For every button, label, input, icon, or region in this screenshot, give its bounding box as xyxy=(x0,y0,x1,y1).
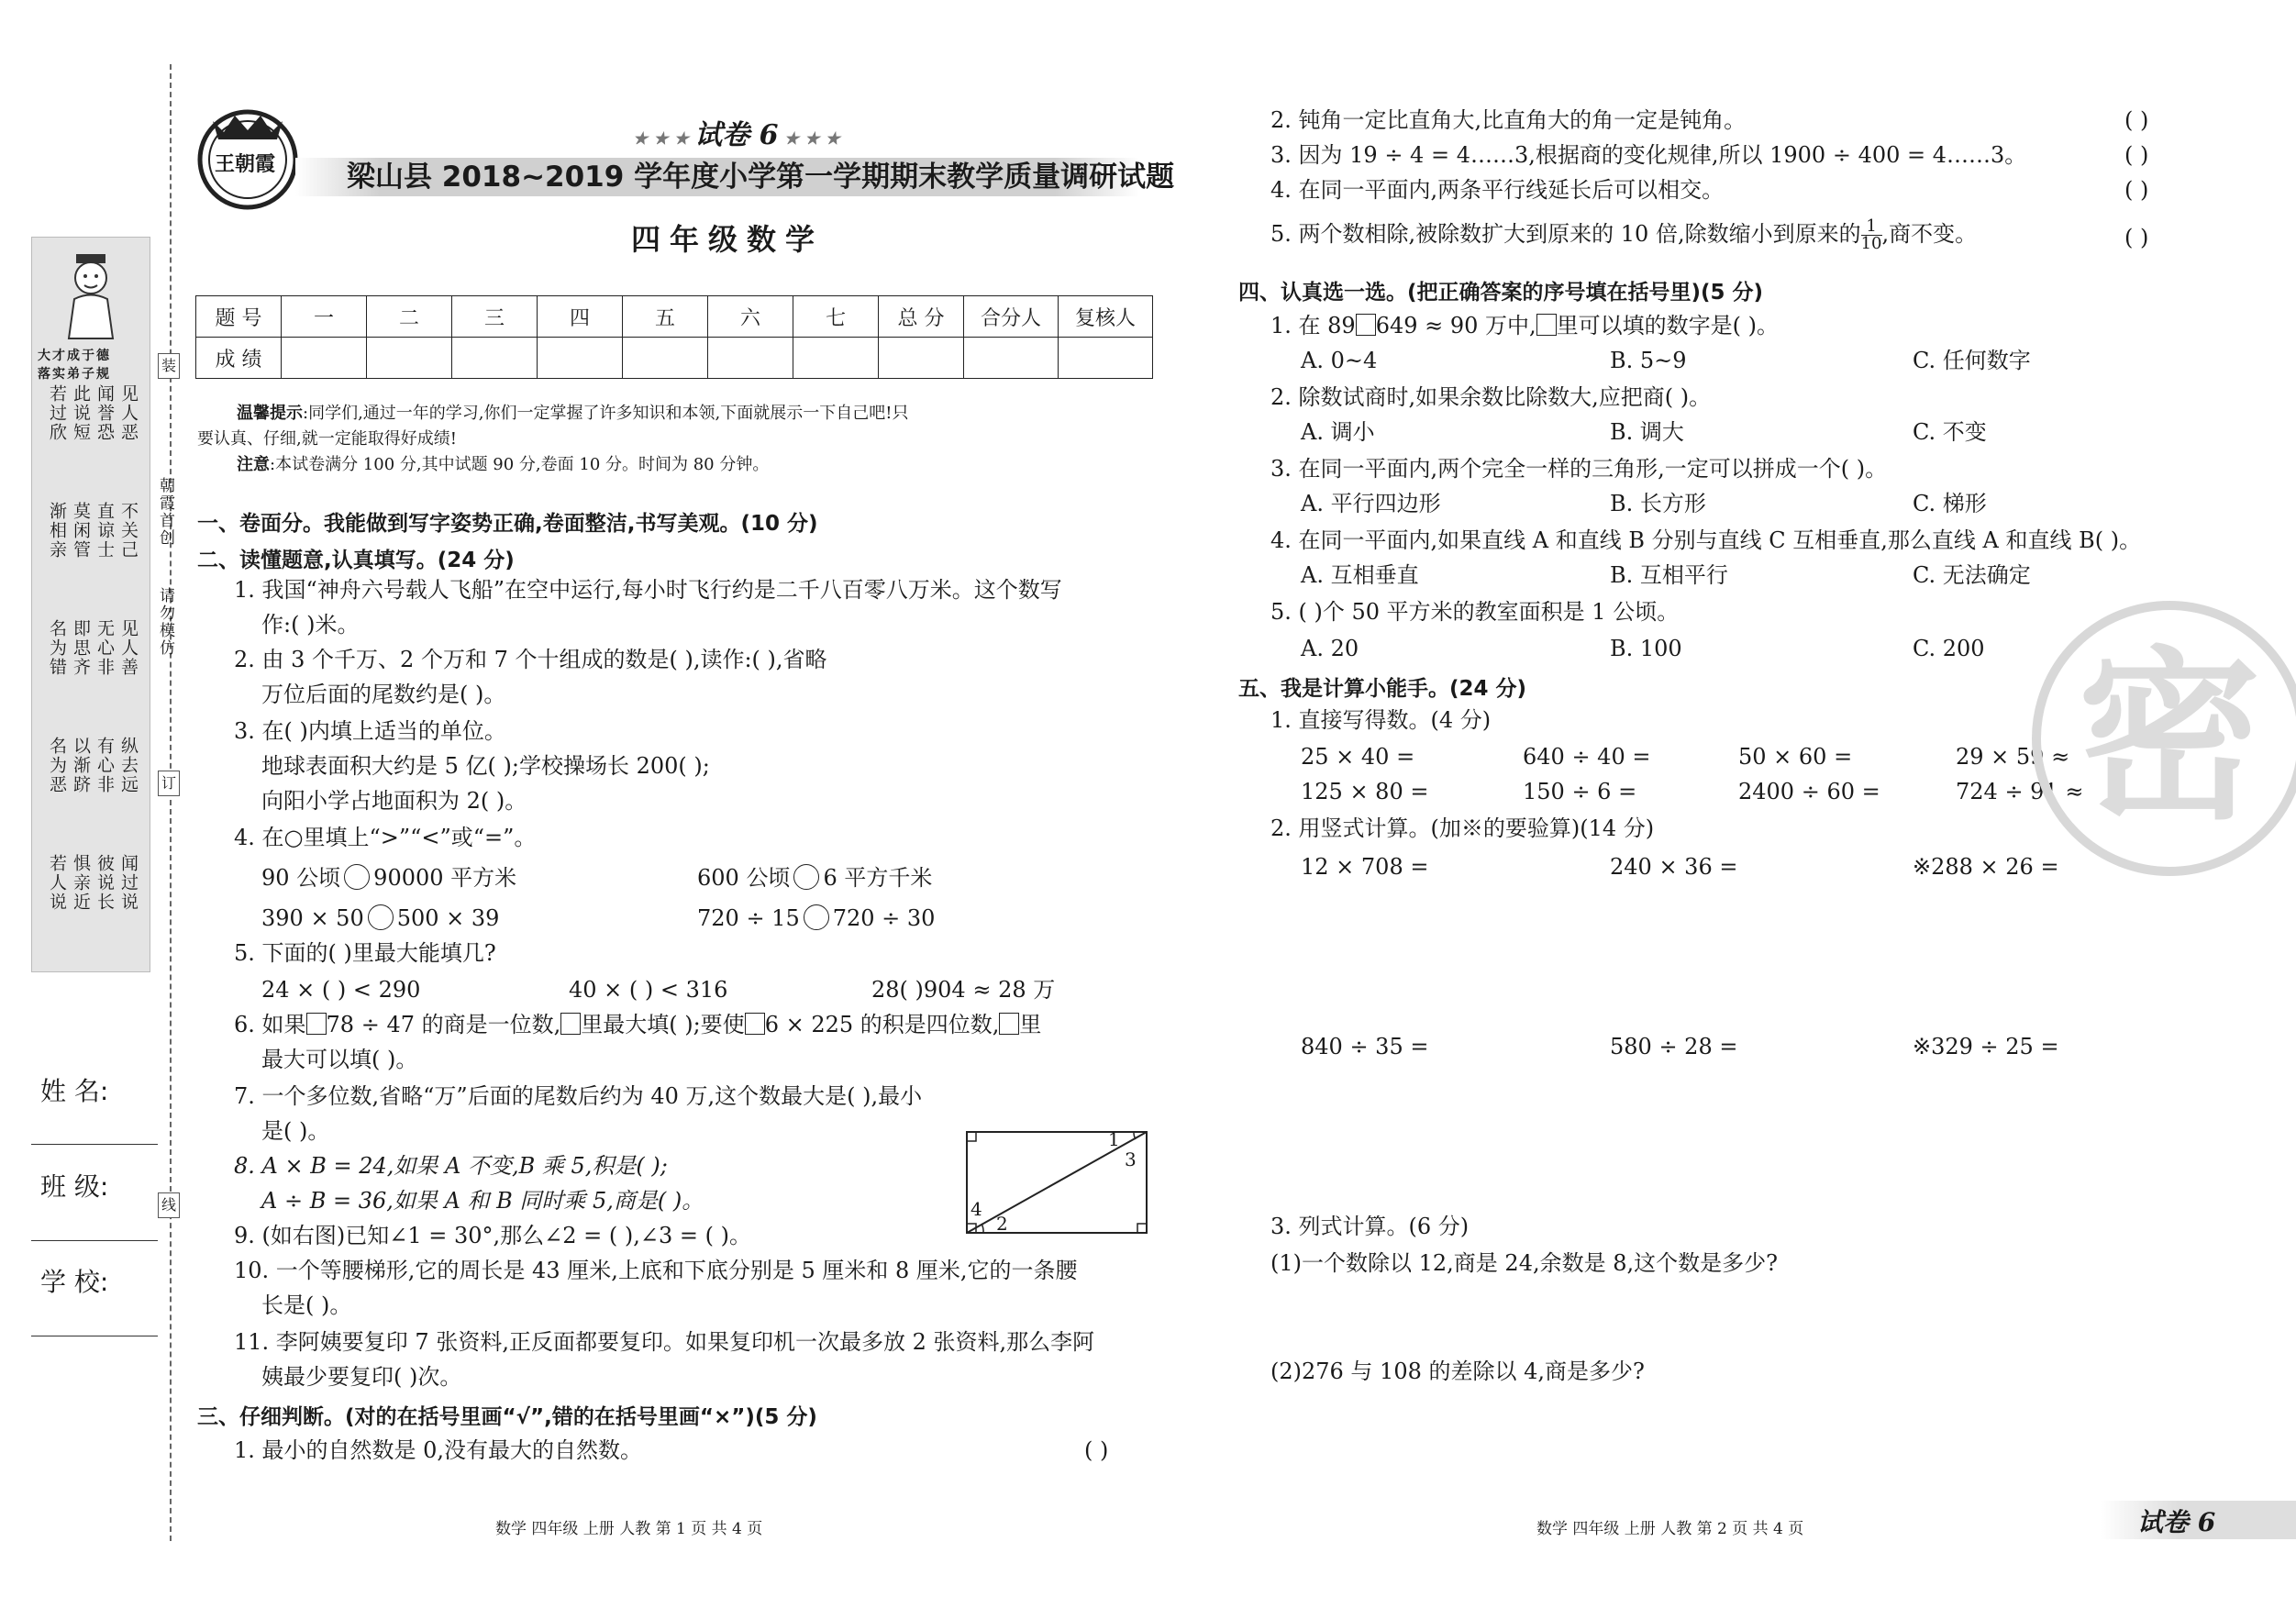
choice-1-opt-a: A. 0~4 xyxy=(1301,348,1378,373)
q1-line-2: 作:( )米。 xyxy=(261,612,360,638)
right-footer: 数学 四年级 上册 人教 第 2 页 共 4 页 xyxy=(1536,1520,1804,1538)
score-input[interactable] xyxy=(793,338,879,379)
calc-2-item: 12 × 708 = xyxy=(1301,854,1429,880)
fraction-numerator: 1 xyxy=(1861,218,1882,236)
q10-line-1: 10. 一个等腰梯形,它的周长是 43 厘米,上底和下底分别是 5 厘米和 8 厘米,它的一条腰 xyxy=(234,1258,1078,1283)
judge-5 xyxy=(1270,218,1977,252)
choice-3: 3. 在同一平面内,两个完全一样的三角形,一定可以拼成一个( )。 xyxy=(1270,456,1888,482)
judge-1: 1. 最小的自然数是 0,没有最大的自然数。 xyxy=(234,1437,643,1463)
judge-1-answer[interactable]: ( ) xyxy=(1084,1437,1109,1463)
couplet-column: 彼说长 xyxy=(94,854,115,912)
calc-3-title: 3. 列式计算。(6 分) xyxy=(1270,1214,1470,1239)
couplet-grid xyxy=(41,384,142,962)
calc-1-item: 724 ÷ 91 ≈ xyxy=(1956,779,2084,804)
score-cell: 一 xyxy=(282,296,367,338)
choice-text: 1. 在 89 xyxy=(1270,313,1356,338)
couplet-column: 闻过说 xyxy=(118,854,139,912)
score-input[interactable] xyxy=(964,338,1059,379)
calc-1-item: 2400 ÷ 60 = xyxy=(1738,779,1880,804)
couplet-column: 直谅士 xyxy=(94,502,115,560)
box-glyph xyxy=(1536,314,1557,336)
score-table-header-row xyxy=(196,296,1153,338)
choice-text: 649 ≈ 90 万中, xyxy=(1375,313,1536,338)
score-input[interactable] xyxy=(879,338,964,379)
calc-3-q1: (1)一个数除以 12,商是 24,余数是 8,这个数是多少? xyxy=(1270,1250,1778,1276)
q4-text: 6 平方千米 xyxy=(823,865,933,891)
couplet-column: 有心非 xyxy=(94,737,115,794)
scholar-illustration xyxy=(50,249,131,340)
compare-circle[interactable] xyxy=(793,864,819,890)
seal-char-1: 装 xyxy=(158,353,180,379)
q3-line-1: 3. 在( )内填上适当的单位。 xyxy=(234,718,506,744)
q4-row-2-right xyxy=(697,904,935,932)
exam-title: 梁山县 2018~2019 学年度小学第一学期期末教学质量调研试题 xyxy=(347,161,1175,194)
q3-line-3: 向阳小学占地面积为 2( )。 xyxy=(261,788,527,814)
q4-text: 720 ÷ 15 xyxy=(697,905,800,931)
judge-2-answer[interactable]: ( ) xyxy=(2124,107,2149,133)
score-cell: 五 xyxy=(623,296,708,338)
couplet-column: 若人说 xyxy=(47,854,67,912)
choice-2: 2. 除数试商时,如果余数比除数大,应把商( )。 xyxy=(1270,384,1712,410)
choice-4-opt-b: B. 互相平行 xyxy=(1610,562,1728,588)
score-cell: 三 xyxy=(452,296,538,338)
choice-2-opt-a: A. 调小 xyxy=(1301,419,1375,445)
brand-logo xyxy=(193,103,303,213)
q4-row-1-right xyxy=(697,864,932,892)
judge-4: 4. 在同一平面内,两条平行线延长后可以相交。 xyxy=(1270,177,1725,203)
confidential-watermark xyxy=(2032,601,2296,876)
calc-2-item: 840 ÷ 35 = xyxy=(1301,1034,1429,1059)
choice-4-opt-c: C. 无法确定 xyxy=(1913,562,2031,588)
angle-figure xyxy=(963,1128,1152,1238)
couplet-column: 不关己 xyxy=(118,502,139,560)
couplet-column: 闻誉恐 xyxy=(94,384,115,442)
choice-4: 4. 在同一平面内,如果直线 A 和直线 B 分别与直线 C 互相垂直,那么直线 A 和直线 B( )。 xyxy=(1270,527,2142,553)
q4-row-1-left xyxy=(261,864,516,892)
calc-2-item: ※288 × 26 = xyxy=(1913,854,2059,880)
score-cell: 七 xyxy=(793,296,879,338)
class-label: 班 级: xyxy=(40,1171,109,1202)
fraction-denominator: 10 xyxy=(1860,234,1882,253)
q6-text: 6 × 225 的积是四位数, xyxy=(764,1012,1000,1037)
figure-label-3: 3 xyxy=(1125,1148,1137,1170)
motto-bottom: 落实弟子规 xyxy=(38,367,111,382)
judge-5-text: ,商不变。 xyxy=(1881,221,1978,247)
margin-note-2: 请勿模仿 xyxy=(156,587,174,657)
left-footer: 数学 四年级 上册 人教 第 1 页 共 4 页 xyxy=(495,1520,763,1538)
q4-text: 720 ÷ 30 xyxy=(832,905,936,931)
q4-text: 90000 平方米 xyxy=(373,865,517,891)
q9-line: 9. (如右图)已知∠1 = 30°,那么∠2 = ( ),∠3 = ( )。 xyxy=(234,1223,751,1248)
calc-2-title: 2. 用竖式计算。(加※的要验算)(14 分) xyxy=(1270,815,1655,841)
score-cell: 四 xyxy=(538,296,623,338)
score-input[interactable] xyxy=(538,338,623,379)
score-input[interactable] xyxy=(282,338,367,379)
q7-line-1: 7. 一个多位数,省略“万”后面的尾数后约为 40 万,这个数最大是( ),最小 xyxy=(234,1083,923,1109)
choice-1 xyxy=(1270,312,1779,339)
motto-top: 大才成于德 xyxy=(38,349,111,363)
judge-3-answer[interactable]: ( ) xyxy=(2124,142,2149,168)
q2-line-2: 万位后面的尾数约是( )。 xyxy=(261,682,506,707)
score-table xyxy=(195,295,1153,379)
score-input[interactable] xyxy=(623,338,708,379)
section-5-title: 五、我是计算小能手。(24 分) xyxy=(1238,677,1527,701)
name-label: 姓 名: xyxy=(40,1076,109,1106)
couplet-column: 即思齐 xyxy=(71,619,91,677)
choice-5: 5. ( )个 50 平方米的教室面积是 1 公顷。 xyxy=(1270,599,1680,625)
q6-text: 78 ÷ 47 的商是一位数, xyxy=(326,1012,561,1037)
choice-2-opt-c: C. 不变 xyxy=(1913,419,1987,445)
tip-line-2: 要认真、仔细,就一定能取得好成绩! xyxy=(197,429,457,449)
judge-2: 2. 钝角一定比直角大,比直角大的角一定是钝角。 xyxy=(1270,107,1747,133)
seal-char-2: 订 xyxy=(158,771,180,796)
seal-char-3: 线 xyxy=(158,1192,180,1218)
calc-1-item: 150 ÷ 6 = xyxy=(1523,779,1637,804)
calc-2-item: ※329 ÷ 25 = xyxy=(1913,1034,2059,1059)
choice-4-opt-a: A. 互相垂直 xyxy=(1301,562,1419,588)
q6-text: 6. 如果 xyxy=(234,1012,306,1037)
couplet-column: 见人恶 xyxy=(118,384,139,442)
couplet-column: 名为恶 xyxy=(47,737,67,794)
score-table-score-row xyxy=(196,338,1153,379)
q6-text: 里 xyxy=(1019,1012,1042,1037)
choice-5-opt-a: A. 20 xyxy=(1301,636,1359,661)
choice-3-opt-b: B. 长方形 xyxy=(1610,491,1706,516)
calc-1-item: 125 × 80 = xyxy=(1301,779,1429,804)
q4-line-1: 4. 在○里填上“>”“<”或“=”。 xyxy=(234,825,537,850)
box-glyph xyxy=(560,1013,581,1035)
q3-line-2: 地球表面积大约是 5 亿( );学校操场长 200( ); xyxy=(261,753,710,779)
couplet-column: 惧亲近 xyxy=(71,854,91,912)
score-cell: 复核人 xyxy=(1059,296,1153,338)
q5-item-1: 24 × ( ) < 290 xyxy=(261,977,421,1003)
score-row-label: 成 绩 xyxy=(196,338,282,379)
tip-line xyxy=(237,400,908,424)
q1-line-1: 1. 我国“神舟六号载人飞船”在空中运行,每小时飞行约是二千八百零八万米。这个数写 xyxy=(234,577,1062,603)
q6-line-1 xyxy=(234,1011,1041,1038)
note-label: 注意 xyxy=(237,455,270,474)
choice-3-opt-c: C. 梯形 xyxy=(1913,491,1987,516)
couplet-column: 无心非 xyxy=(94,619,115,677)
figure-label-2: 2 xyxy=(996,1213,1008,1235)
couplet-column: 见人善 xyxy=(118,619,139,677)
q4-row-2-left xyxy=(261,904,499,932)
name-field[interactable] xyxy=(31,1144,158,1145)
score-input[interactable] xyxy=(367,338,452,379)
judge-5-answer[interactable]: ( ) xyxy=(2124,225,2149,250)
q11-line-1: 11. 李阿姨要复印 7 张资料,正反面都要复印。如果复印机一次最多放 2 张资料,那么李阿 xyxy=(234,1329,1095,1355)
calc-3-q2: (2)276 与 108 的差除以 4,商是多少? xyxy=(1270,1359,1645,1384)
watermark-char: 密 xyxy=(2078,631,2262,845)
q6-line-2: 最大可以填( )。 xyxy=(261,1047,418,1072)
score-cell: 六 xyxy=(708,296,793,338)
tip-label: 温馨提示 xyxy=(237,404,303,423)
section-2-title: 二、读懂题意,认真填写。(24 分) xyxy=(197,549,515,572)
score-cell: 题 号 xyxy=(196,296,282,338)
score-cell: 二 xyxy=(367,296,452,338)
couplet-column: 渐相亲 xyxy=(47,502,67,560)
q8-line-2: A ÷ B = 36,如果 A 和 B 同时乘 5,商是( )。 xyxy=(261,1188,704,1214)
logo-text: 王朝霞 xyxy=(215,152,276,176)
q6-text: 里最大填( );要使 xyxy=(581,1012,745,1037)
score-input[interactable] xyxy=(452,338,538,379)
judge-3: 3. 因为 19 ÷ 4 = 4……3,根据商的变化规律,所以 1900 ÷ 400 = 4……3。 xyxy=(1270,142,2027,168)
calc-2-item: 580 ÷ 28 = xyxy=(1610,1034,1738,1059)
fraction xyxy=(1861,218,1882,252)
figure-label-1: 1 xyxy=(1108,1128,1120,1150)
compare-circle[interactable] xyxy=(344,864,370,890)
q4-text: 600 公顷 xyxy=(697,865,791,891)
choice-3-opt-a: A. 平行四边形 xyxy=(1301,491,1441,516)
score-cell: 总 分 xyxy=(879,296,964,338)
score-input[interactable] xyxy=(1059,338,1153,379)
judge-4-answer[interactable]: ( ) xyxy=(2124,177,2149,203)
note-text: :本试卷满分 100 分,其中试题 90 分,卷面 10 分。时间为 80 分钟。 xyxy=(270,455,770,474)
corner-label: 试卷 6 xyxy=(2137,1507,2216,1537)
q4-text: 390 × 50 xyxy=(261,905,364,931)
section-4-title: 四、认真选一选。(把正确答案的序号填在括号里)(5 分) xyxy=(1238,281,1764,305)
choice-1-opt-b: B. 5~9 xyxy=(1610,348,1687,373)
q5-line-1: 5. 下面的( )里最大能填几? xyxy=(234,940,496,966)
q4-text: 500 × 39 xyxy=(396,905,500,931)
subject-title: 四年级数学 xyxy=(631,222,825,257)
couplet-column: 莫闲管 xyxy=(71,502,91,560)
box-glyph xyxy=(999,1013,1019,1035)
q7-line-2: 是( )。 xyxy=(261,1118,330,1144)
box-glyph xyxy=(745,1013,765,1035)
score-cell: 合分人 xyxy=(964,296,1059,338)
q10-line-2: 长是( )。 xyxy=(261,1292,352,1318)
q2-line-1: 2. 由 3 个千万、2 个万和 7 个十组成的数是( ),读作:( ),省略 xyxy=(234,647,827,672)
figure-label-4: 4 xyxy=(971,1198,982,1220)
section-1-title: 一、卷面分。我能做到写字姿势正确,卷面整洁,书写美观。(10 分) xyxy=(197,512,818,536)
margin-note-1: 朝霞首创 xyxy=(156,477,174,547)
compare-circle[interactable] xyxy=(804,904,829,930)
couplet-column: 纵去远 xyxy=(118,737,139,794)
section-3-title: 三、仔细判断。(对的在括号里画“√”,错的在括号里画“×”)(5 分) xyxy=(197,1405,817,1429)
couplet-column: 以渐跻 xyxy=(71,737,91,794)
q5-item-3: 28( )904 ≈ 28 万 xyxy=(871,977,1056,1003)
tip-text: :同学们,通过一年的学习,你们一定掌握了许多知识和本领,下面就展示一下自己吧!只 xyxy=(303,404,909,423)
choice-2-opt-b: B. 调大 xyxy=(1610,419,1684,445)
box-glyph xyxy=(306,1013,327,1035)
calc-1-title: 1. 直接写得数。(4 分) xyxy=(1270,707,1492,733)
motto-panel xyxy=(31,237,150,972)
choice-5-opt-b: B. 100 xyxy=(1610,636,1682,661)
q5-item-2: 40 × ( ) < 316 xyxy=(569,977,728,1003)
q11-line-2: 姨最少要复印( )次。 xyxy=(261,1364,462,1390)
choice-1-opt-c: C. 任何数字 xyxy=(1913,348,2031,373)
score-input[interactable] xyxy=(708,338,793,379)
couplet-column: 名为错 xyxy=(47,619,67,677)
paper-label: ★ ★ ★ 试卷 6 ★ ★ ★ xyxy=(633,119,840,151)
calc-1-item: 50 × 60 = xyxy=(1738,744,1853,770)
couplet-column: 若过欣 xyxy=(47,384,67,442)
note-line xyxy=(237,451,769,475)
calc-1-item: 640 ÷ 40 = xyxy=(1523,744,1651,770)
calc-1-item: 25 × 40 = xyxy=(1301,744,1415,770)
choice-5-opt-c: C. 200 xyxy=(1913,636,1985,661)
compare-circle[interactable] xyxy=(368,904,394,930)
couplet-column: 此说短 xyxy=(71,384,91,442)
box-glyph xyxy=(1356,314,1376,336)
calc-1-item: 29 × 59 ≈ xyxy=(1956,744,2070,770)
calc-2-item: 240 × 36 = xyxy=(1610,854,1738,880)
q8-line-1: 8. A × B = 24,如果 A 不变,B 乘 5,积是( ); xyxy=(234,1153,668,1179)
choice-text: 里可以填的数字是( )。 xyxy=(1556,313,1780,338)
school-label: 学 校: xyxy=(40,1267,109,1297)
binding-dashed-line xyxy=(170,64,172,1541)
class-field[interactable] xyxy=(31,1240,158,1241)
judge-5-text: 5. 两个数相除,被除数扩大到原来的 10 倍,除数缩小到原来的 xyxy=(1270,221,1861,247)
q4-text: 90 公顷 xyxy=(261,865,341,891)
paper-label-text: 试卷 6 xyxy=(694,119,779,151)
